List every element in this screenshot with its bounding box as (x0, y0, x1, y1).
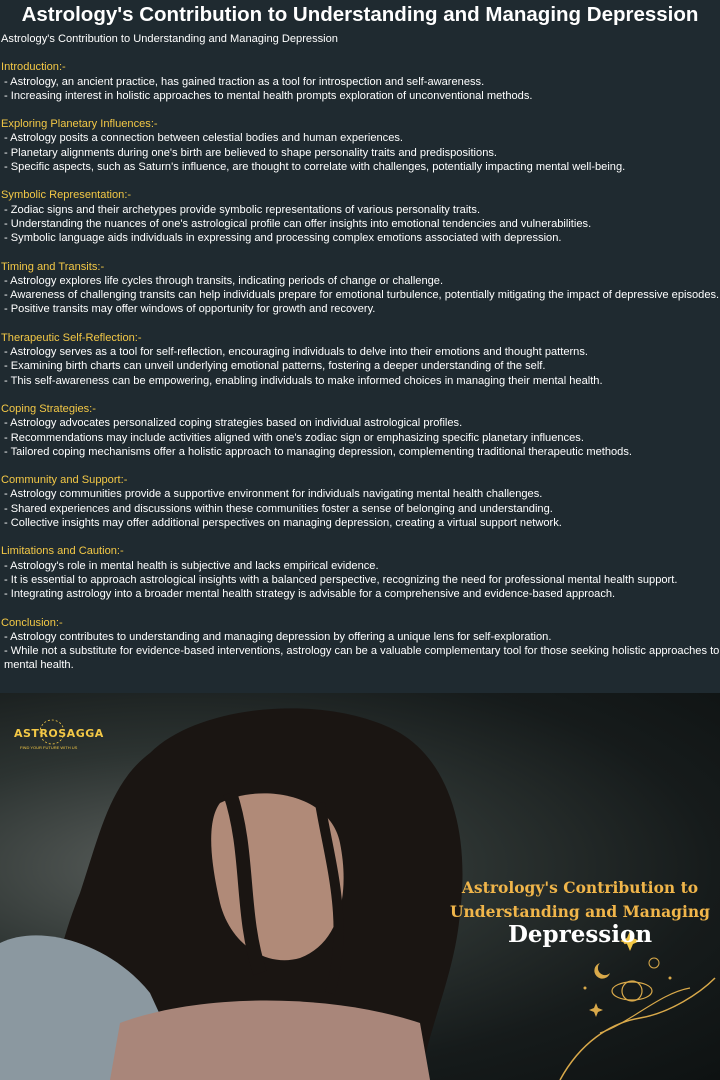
section-conclusion (1, 616, 720, 673)
logo-tagline: FIND YOUR FUTURE WITH US (20, 745, 78, 750)
bullet-item: - Awareness of challenging transits can help individuals prepare for emotional turbulence, potentially mitigating the impact of depressive episodes. (4, 289, 720, 302)
section-heading: Conclusion:- (1, 616, 63, 629)
section-heading: Symbolic Representation:- (1, 189, 132, 202)
bullet-item: - Astrology advocates personalized coping strategies based on individual astrological profiles. (4, 417, 463, 430)
bullet-item: - Astrology posits a connection between celestial bodies and human experiences. (4, 132, 404, 145)
bullet-item: - It is essential to approach astrological insights with a balanced perspective, recognizing the need for professional mental health support. (4, 573, 678, 586)
bullet-item: - Astrology serves as a tool for self-reflection, encouraging individuals to delve into their emotions and thought patterns. (4, 346, 588, 359)
bullet-item: - Recommendations may include activities aligned with one's zodiac sign or emphasizing specific planetary influences. (4, 431, 584, 444)
banner-title-line: Astrology's Contribution to (461, 878, 699, 897)
moon-icon (594, 963, 610, 979)
page-title: Astrology's Contribution to Understanding and Managing Depression (21, 3, 699, 26)
banner-title-emphasis: Depression (507, 921, 653, 948)
article-subtitle: Astrology's Contribution to Understanding and Managing Depression (1, 33, 338, 45)
section-community-support (1, 473, 720, 530)
bullet-item: - Astrology communities provide a supportive environment for individuals navigating mental health challenges. (4, 488, 543, 501)
section-introduction (1, 60, 720, 103)
bullet-item: - Astrology contributes to understanding and managing depression by offering a unique lens for self-exploration. (4, 630, 552, 643)
small-planet-icon (649, 958, 659, 968)
section-self-reflection (1, 331, 720, 388)
section-heading: Exploring Planetary Influences:- (1, 118, 158, 131)
article (0, 32, 720, 673)
bullet-item: - Tailored coping mechanisms offer a holistic approach to managing depression, complementing traditional therapeutic methods. (4, 445, 632, 458)
section-heading: Timing and Transits:- (1, 260, 105, 273)
banner-title (440, 876, 720, 924)
bullet-item: - Integrating astrology into a broader mental health strategy is advisable for a comprehensive and evidence-based approach. (4, 588, 616, 601)
section-heading: Therapeutic Self-Reflection:- (1, 331, 142, 344)
bullet-item: - Planetary alignments during one's birth are believed to shape personality traits and predispositions. (4, 146, 497, 159)
section-symbolic-representation (1, 188, 720, 245)
bullet-item: - Astrology, an ancient practice, has gained traction as a tool for introspection and self-awareness. (4, 75, 485, 88)
section-heading: Introduction:- (1, 61, 66, 74)
banner-title-line: Understanding and Managing (450, 902, 710, 921)
bullet-item: - Positive transits may offer windows of opportunity for growth and recovery. (4, 303, 376, 316)
bullet-item: - Symbolic language aids individuals in expressing and processing complex emotions associated with depression. (4, 232, 562, 245)
logo-text: ASTROSAGGA (14, 727, 104, 740)
planet-icon (612, 982, 652, 1000)
bullet-item: - Understanding the nuances of one's astrological profile can offer insights into emotional tendencies and vulnerabilities. (4, 217, 592, 230)
bullet-item: - Zodiac signs and their archetypes provide symbolic representations of various personality traits. (4, 203, 481, 216)
hand-outline (560, 978, 715, 1080)
bullet-item: - Specific aspects, such as Saturn's influence, are thought to correlate with challenges, potentially impacting mental well-being. (4, 161, 626, 174)
section-heading: Coping Strategies:- (1, 402, 96, 415)
section-heading: Limitations and Caution:- (1, 545, 124, 558)
bullet-item: - Examining birth charts can unveil underlying emotional patterns, fostering a deeper understanding of the self. (4, 360, 546, 373)
bullet-item: - Astrology's role in mental health is subjective and lacks empirical evidence. (4, 559, 379, 572)
section-planetary-influences (1, 117, 720, 174)
bullet-item: - This self-awareness can be empowering, enabling individuals to make informed choices in managing their mental health. (4, 374, 603, 387)
bullet-item: - Collective insights may offer additional perspectives on managing depression, creating a virtual support network. (4, 517, 562, 530)
section-coping-strategies (1, 402, 720, 459)
section-heading: Community and Support:- (1, 474, 128, 487)
logo (14, 723, 104, 757)
bullet-item: - While not a substitute for evidence-based interventions, astrology can be a valuable complementary tool for those seeking holistic approaches to mental health. (4, 645, 720, 672)
sparkle-icon (589, 1003, 603, 1017)
section-timing-transits (1, 260, 720, 317)
bullet-item: - Increasing interest in holistic approaches to mental health prompts exploration of unconventional methods. (4, 89, 533, 102)
banner-image (0, 693, 720, 1080)
bullet-item: - Shared experiences and discussions within these communities foster a sense of belonging and understanding. (4, 502, 553, 515)
bullet-item: - Astrology explores life cycles through transits, indicating periods of change or challenge. (4, 274, 444, 287)
section-limitations (1, 544, 720, 601)
